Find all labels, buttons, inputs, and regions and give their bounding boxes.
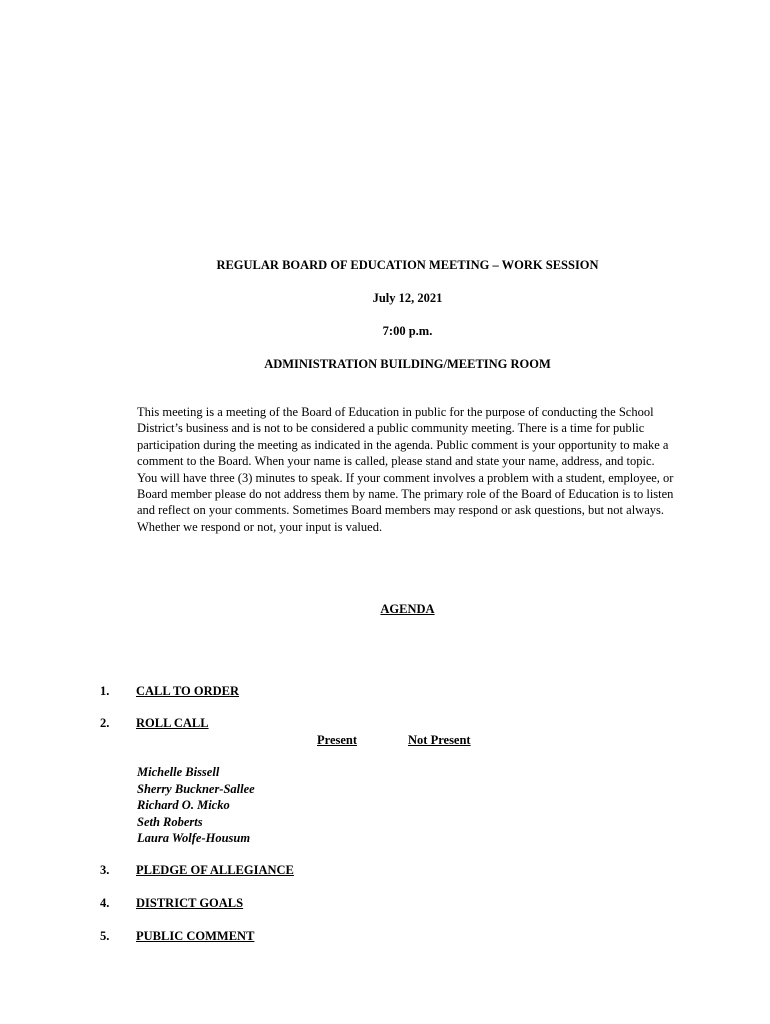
intro-paragraph: This meeting is a meeting of the Board of Education in public for the purpose of conducting the School District’s business and is not to be considered a public community meeting. There is a time for public participation during the meeting as indicated in the agenda. Public comment is your opportunity to make a comment to the Board. When your name is called, please stand and state your name, address, and topic. You will have three (3) minutes to speak. If your comment involves a problem with a student, employee, or Board member please do not address them by name. The primary role of the Board of Education is to listen and reflect on your comments. Sometimes Board members may respond or ask questions, but not always. Whether we respond or not, your input is valued. [137,405,674,534]
agenda-item-pledge [100,862,294,878]
meeting-title: REGULAR BOARD OF EDUCATION MEETING – WORK SESSION [216,258,599,272]
list-item: Richard O. Micko [137,798,230,813]
list-item: Seth Roberts [137,814,203,829]
board-member-list [137,764,255,847]
agenda-item-roll-call [100,715,209,731]
present-column-header: Present [317,733,358,747]
agenda-item-number: 4. [100,896,110,910]
not-present-column-header: Not Present [408,733,471,747]
list-item: Michelle Bissell [137,765,220,779]
meeting-date: July 12, 2021 [372,291,443,305]
agenda-item-number: 3. [100,863,110,877]
agenda-item-label: PLEDGE OF ALLEGIANCE [136,863,294,877]
agenda-item-call-to-order [100,683,239,699]
agenda-item-public-comment [100,928,254,944]
agenda-item-label: ROLL CALL [136,716,209,730]
list-item: Laura Wolfe-Housum [137,831,251,846]
agenda-item-number: 5. [100,929,110,943]
agenda-item-label: PUBLIC COMMENT [136,929,255,943]
meeting-time: 7:00 p.m. [382,324,433,338]
agenda-item-district-goals [100,895,243,911]
agenda-item-label: CALL TO ORDER [136,684,240,698]
agenda-heading: AGENDA [380,602,435,616]
agenda-item-number: 1. [100,684,110,698]
agenda-item-number: 2. [100,716,110,730]
agenda-item-label: DISTRICT GOALS [136,896,244,910]
list-item: Sherry Buckner-Sallee [137,781,255,796]
meeting-location: ADMINISTRATION BUILDING/MEETING ROOM [264,357,551,371]
